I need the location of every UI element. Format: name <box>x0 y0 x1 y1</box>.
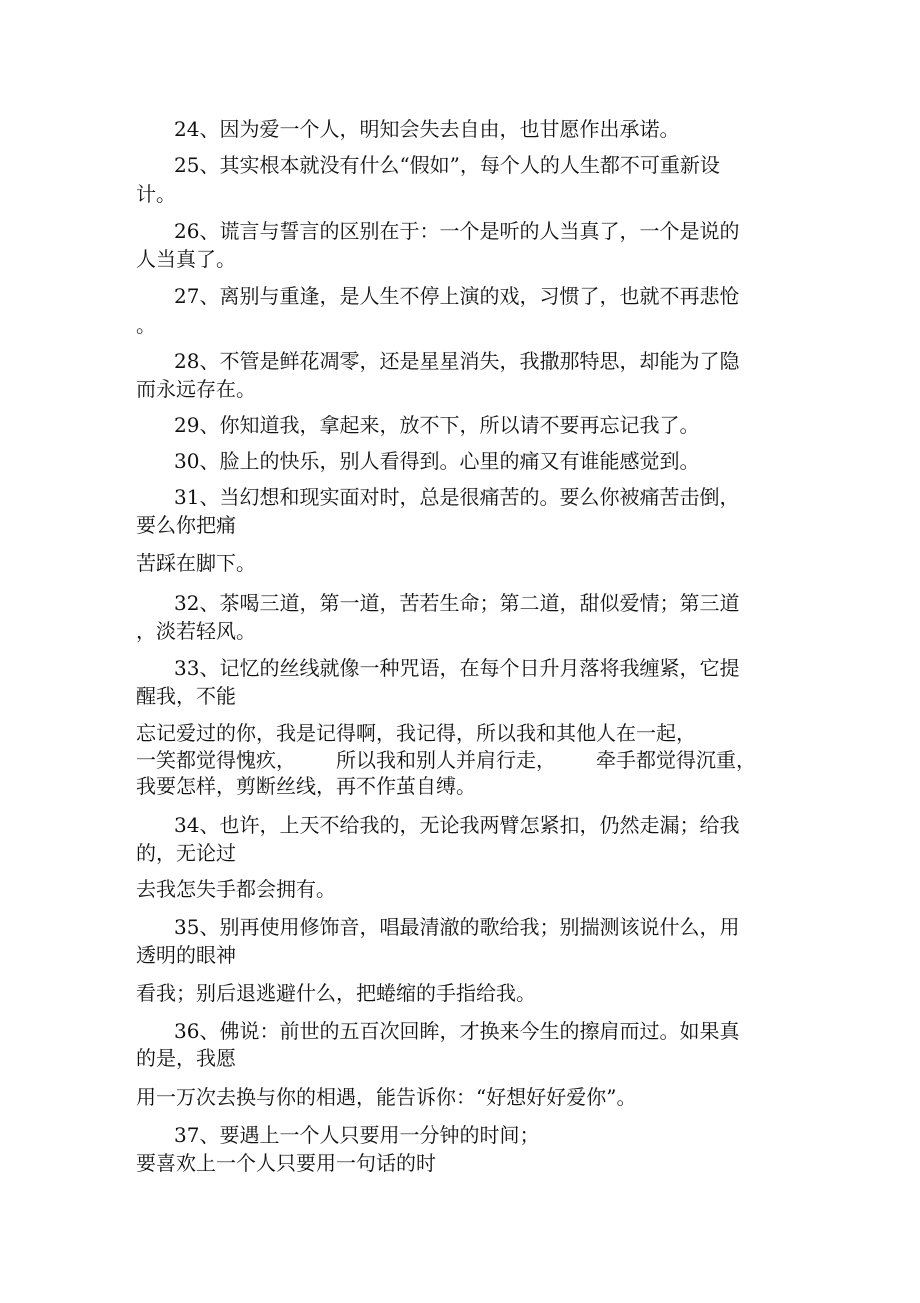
text-line: 透明的眼神 <box>136 943 236 967</box>
text-line: 25、其实根本就没有什么“假如”，每个人的人生都不可重新设 <box>174 153 720 177</box>
text-line: 苦踩在脚下。 <box>136 551 256 575</box>
text-line: 。 <box>136 313 156 337</box>
text-line: 35、别再使用修饰音，唱最清澈的歌给我；别揣测该说什么，用 <box>174 915 740 939</box>
text-line <box>136 747 776 773</box>
text-line: 去我怎失手都会拥有。 <box>136 877 336 901</box>
text-segment: 一笑都觉得愧疚， <box>136 748 296 772</box>
text-line: 要喜欢上一个人只要用一句话的时 <box>136 1151 436 1175</box>
text-line: 计。 <box>136 182 176 206</box>
text-line: 我要怎样，剪断丝线，再不作茧自缚。 <box>136 774 476 798</box>
text-line: 37、要遇上一个人只要用一分钟的时间； <box>174 1123 540 1147</box>
text-line: 看我；别后退逃避什么，把蜷缩的手指给我。 <box>136 981 536 1005</box>
text-line: 的，无论过 <box>136 841 236 865</box>
text-line: 32、茶喝三道，第一道，苦若生命；第二道，甜似爱情；第三道 <box>174 591 740 615</box>
text-segment: 牵手都觉得沉重， <box>596 748 756 772</box>
text-line: 34、也许，上天不给我的，无论我两臂怎紧扣，仍然走漏；给我 <box>174 813 740 837</box>
text-segment: 所以我和别人并肩行走， <box>336 748 556 772</box>
text-line: 人当真了。 <box>136 247 236 271</box>
text-line: 28、不管是鲜花凋零，还是星星消失，我撒那特思，却能为了隐 <box>174 349 740 373</box>
text-line: ，淡若轻风。 <box>136 619 256 643</box>
text-line: 而永远存在。 <box>136 377 256 401</box>
text-line: 31、当幻想和现实面对时，总是很痛苦的。要么你被痛苦击倒， <box>174 485 740 509</box>
text-line: 醒我，不能 <box>136 684 236 708</box>
text-line: 要么你把痛 <box>136 513 236 537</box>
text-line: 的是，我愿 <box>136 1046 236 1070</box>
text-line: 24、因为爱一个人，明知会失去自由，也甘愿作出承诺。 <box>174 117 680 141</box>
text-line: 27、离别与重逢，是人生不停上演的戏，习惯了，也就不再悲怆 <box>174 284 740 308</box>
text-line: 29、你知道我，拿起来，放不下，所以请不要再忘记我了。 <box>174 413 700 437</box>
text-line: 用一万次去换与你的相遇，能告诉你：“好想好好爱你”。 <box>136 1085 637 1109</box>
text-line: 33、记忆的丝线就像一种咒语，在每个日升月落将我缠紧，它提 <box>174 656 740 680</box>
text-line: 26、谎言与誓言的区别在于：一个是听的人当真了，一个是说的 <box>174 219 740 243</box>
text-line: 30、脸上的快乐，别人看得到。心里的痛又有谁能感觉到。 <box>174 449 700 473</box>
text-line: 忘记爱过的你，我是记得啊，我记得，所以我和其他人在一起， <box>136 721 696 745</box>
text-line: 36、佛说：前世的五百次回眸，才换来今生的擦肩而过。如果真 <box>174 1019 740 1043</box>
